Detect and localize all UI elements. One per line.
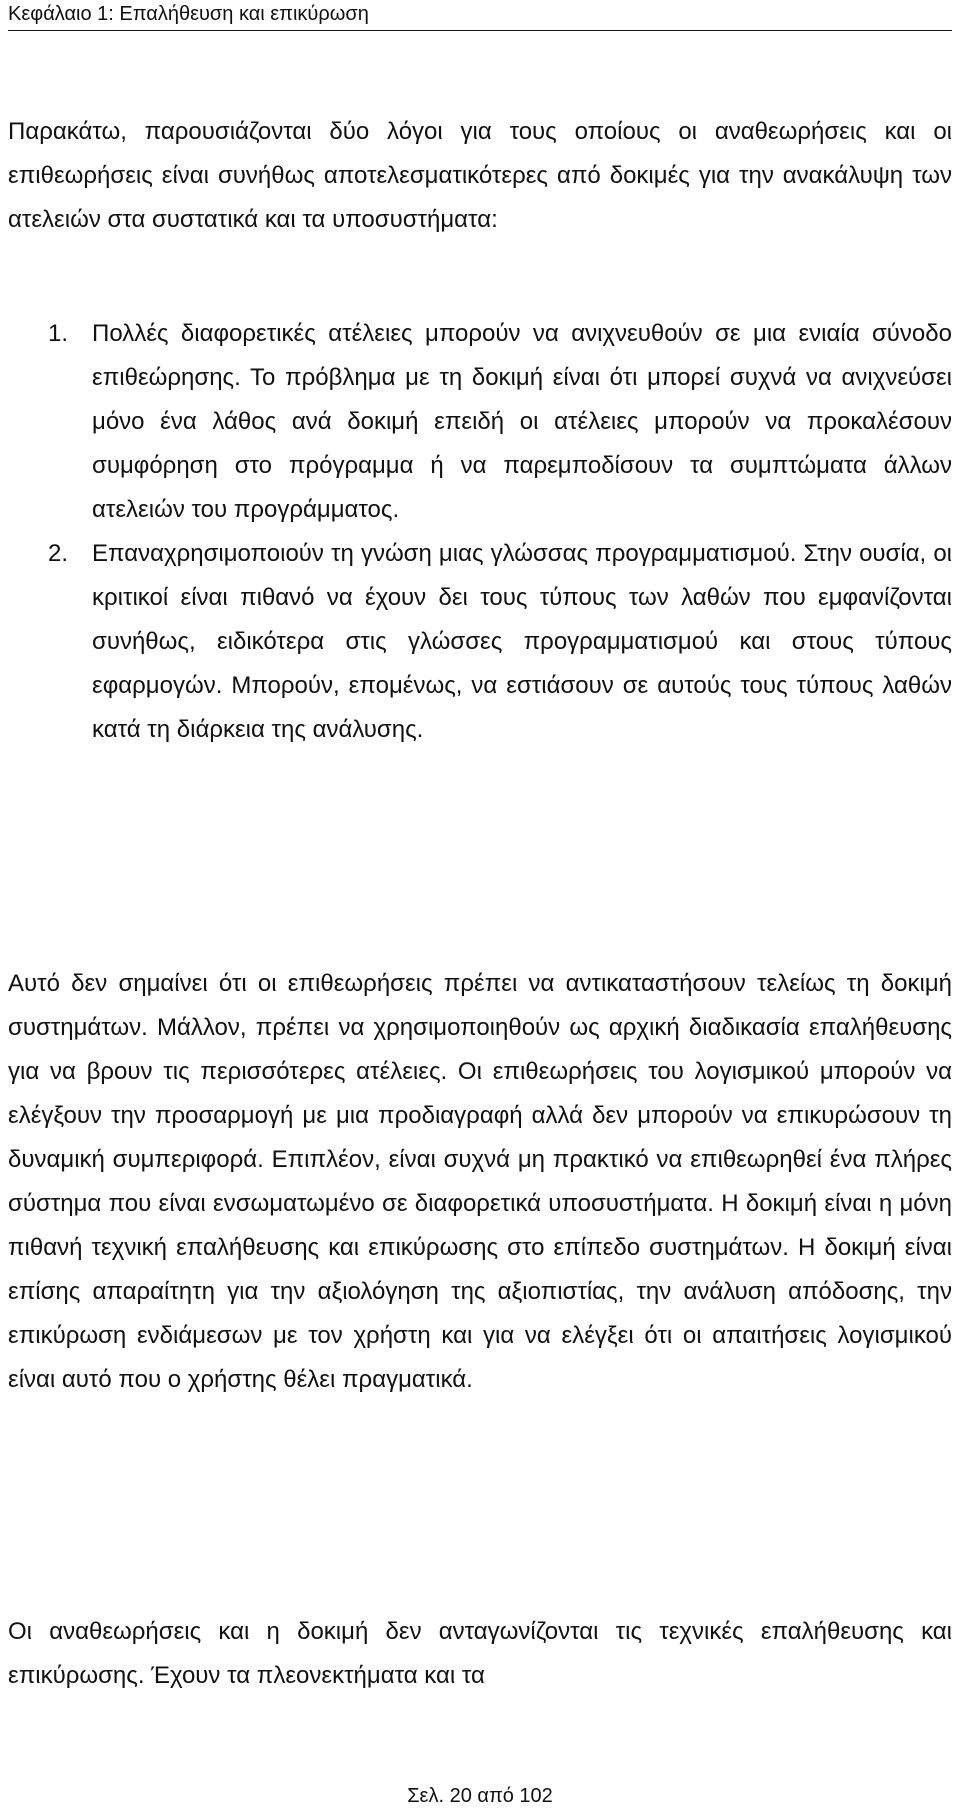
reasons-list — [8, 312, 952, 752]
list-item — [8, 312, 952, 532]
page-footer — [0, 1784, 960, 1808]
page-number: Σελ. 20 από 102 — [407, 1785, 553, 1807]
body-paragraph: Οι αναθεωρήσεις και η δοκιμή δεν ανταγωνίζονται τις τεχνικές επαλήθευσης και επικύρωσης. Έχουν τα πλεονεκτήματα και τα — [8, 1618, 952, 1689]
list-item — [8, 532, 952, 752]
body-paragraph: Αυτό δεν σημαίνει ότι οι επιθεωρήσεις πρέπει να αντικαταστήσουν τελείως τη δοκιμή συστημάτων. Μάλλον, πρέπει να χρησιμοποιηθούν ως αρχική διαδικασία επαλήθευσης για να βρουν τις περισσότερες ατέλειες. Οι επιθεωρήσεις του λογισμικού μπορούν να ελέγξουν την προσαρμογή με μια προδιαγραφή αλλά δεν μπορούν να επικυρώσουν τη δυναμική συμπεριφορά. Επιπλέον, είναι συχνά μη πρακτικό να επιθεωρηθεί ένα πλήρες σύστημα που είναι ενσωματωμένο σε διαφορετικά υποσυστήματα. Η δοκιμή είναι η μόνη πιθανή τεχνική επαλήθευσης και επικύρωσης στο επίπεδο συστημάτων. Η δοκιμή είναι επίσης απαραίτητη για την αξιολόγηση της αξιοπιστίας, την ανάλυση απόδοσης, την επικύρωση ενδιάμεσων με τον χρήστη και για να ελέγξει ότι οι απαιτήσεις λογισμικού είναι αυτό που ο χρήστης θέλει πραγματικά. — [8, 970, 952, 1393]
chapter-title: Κεφάλαιο 1: Επαλήθευση και επικύρωση — [8, 3, 369, 25]
list-item-number: 2. — [48, 540, 69, 567]
list-item-text: Πολλές διαφορετικές ατέλειες μπορούν να ανιχνευθούν σε μια ενιαία σύνοδο επιθεώρησης. Το πρόβλημα με τη δοκιμή είναι ότι μπορεί συχνά να ανιχνεύσει μόνο ένα λάθος ανά δοκιμή επειδή οι ατέλειες μπορούν να προκαλέσουν συμφόρηση στο πρόγραμμα ή να παρεμποδίσουν τα συμπτώματα άλλων ατελειών του προγράμματος. — [92, 320, 952, 523]
chapter-header — [8, 0, 952, 31]
intro-paragraph: Παρακάτω, παρουσιάζονται δύο λόγοι για τους οποίους οι αναθεωρήσεις και οι επιθεωρήσεις είναι συνήθως αποτελεσματικότερες από δοκιμές για την ανακάλυψη των ατελειών στα συστατικά και τα υποσυστήματα: — [8, 118, 952, 233]
list-item-number: 1. — [48, 320, 69, 347]
list-item-text: Επαναχρησιμοποιούν τη γνώση μιας γλώσσας προγραμματισμού. Στην ουσία, οι κριτικοί είναι πιθανό να έχουν δει τους τύπους των λαθών που εμφανίζονται συνήθως, ειδικότερα στις γλώσσες προγραμματισμού και στους τύπους εφαρμογών. Μπορούν, επομένως, να εστιάσουν σε αυτούς τους τύπους λαθών κατά τη διάρκεια της ανάλυσης. — [92, 540, 952, 743]
